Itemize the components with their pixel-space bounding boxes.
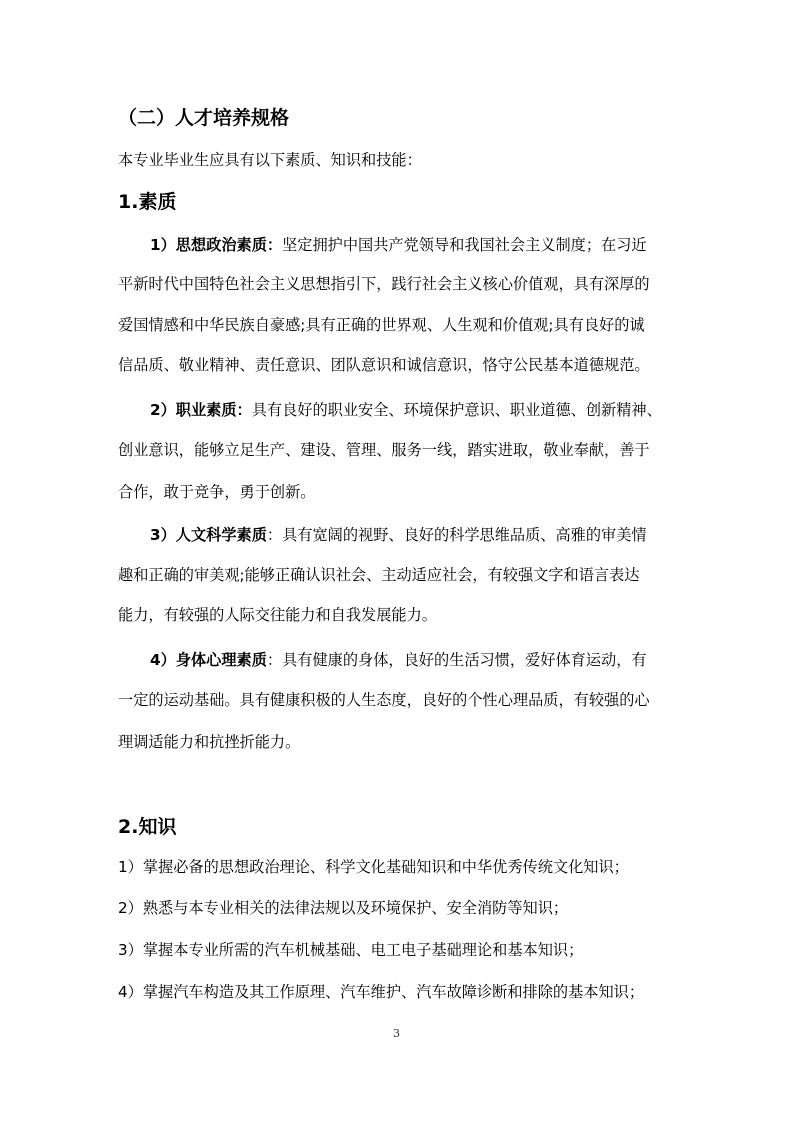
section-heading: （二）人才培养规格	[118, 107, 290, 129]
quality-item-4-line-3: 理调适能力和抗挫折能力。	[118, 733, 301, 751]
knowledge-item-4: 4）掌握汽车构造及其工作原理、汽车维护、汽车故障诊断和排除的基本知识；	[118, 983, 645, 1001]
quality-item-1-line-2: 平新时代中国特色社会主义思想指引下，践行社会主义核心价值观，具有深厚的	[118, 275, 650, 293]
quality-item-4-line-1: 4）身体心理素质：具有健康的身体，良好的生活习惯，爱好体育运动，有	[150, 651, 647, 669]
quality-item-3-line-3: 能力，有较强的人际交往能力和自我发展能力。	[118, 606, 437, 624]
page-number: 3	[393, 1027, 400, 1040]
quality-item-3-line-1: 3）人文科学素质：具有宽阔的视野、良好的科学思维品质、高雅的审美情	[150, 526, 647, 544]
knowledge-item-1: 1）掌握必备的思想政治理论、科学文化基础知识和中华优秀传统文化知识；	[118, 858, 629, 876]
quality-item-2-label: 2）职业素质：	[150, 401, 252, 419]
intro-text: 本专业毕业生应具有以下素质、知识和技能：	[118, 151, 422, 169]
quality-item-3-line-2: 趣和正确的审美观;能够正确认识社会、主动适应社会，有较强文字和语言表达	[118, 566, 640, 584]
quality-item-2-line-1: 2）职业素质：具有良好的职业安全、环境保护意识、职业道德、创新精神、	[150, 401, 662, 419]
quality-item-3-label: 3）人文科学素质	[150, 526, 267, 544]
quality-item-4-line-2: 一定的运动基础。具有健康积极的人生态度，良好的个性心理品质，有较强的心	[118, 691, 650, 709]
quality-item-1-line-4: 信品质、敬业精神、责任意识、团队意识和诚信意识，恪守公民基本道德规范。	[118, 356, 650, 374]
quality-item-2-line-2: 创业意识，能够立足生产、建设、管理、服务一线，踏实进取，敬业奉献，善于	[118, 441, 650, 459]
quality-item-1-line-3: 爱国情感和中华民族自豪感;具有正确的世界观、人生观和价值观;具有良好的诚	[118, 316, 645, 334]
knowledge-item-2: 2）熟悉与本专业相关的法律法规以及环境保护、安全消防等知识；	[118, 899, 569, 917]
quality-item-2-line-3: 合作，敢于竞争，勇于创新。	[118, 483, 316, 501]
quality-item-1-line-1: 1）思想政治素质：坚定拥护中国共产党领导和我国社会主义制度；在习近	[150, 236, 647, 254]
quality-item-4-label: 4）身体心理素质	[150, 651, 267, 669]
section-title-quality: 1.素质	[118, 191, 177, 213]
quality-item-1-label: 1）思想政治素质：	[150, 236, 283, 254]
knowledge-item-3: 3）掌握本专业所需的汽车机械基础、电工电子基础理论和基本知识；	[118, 941, 584, 959]
section-title-knowledge: 2.知识	[118, 816, 177, 838]
